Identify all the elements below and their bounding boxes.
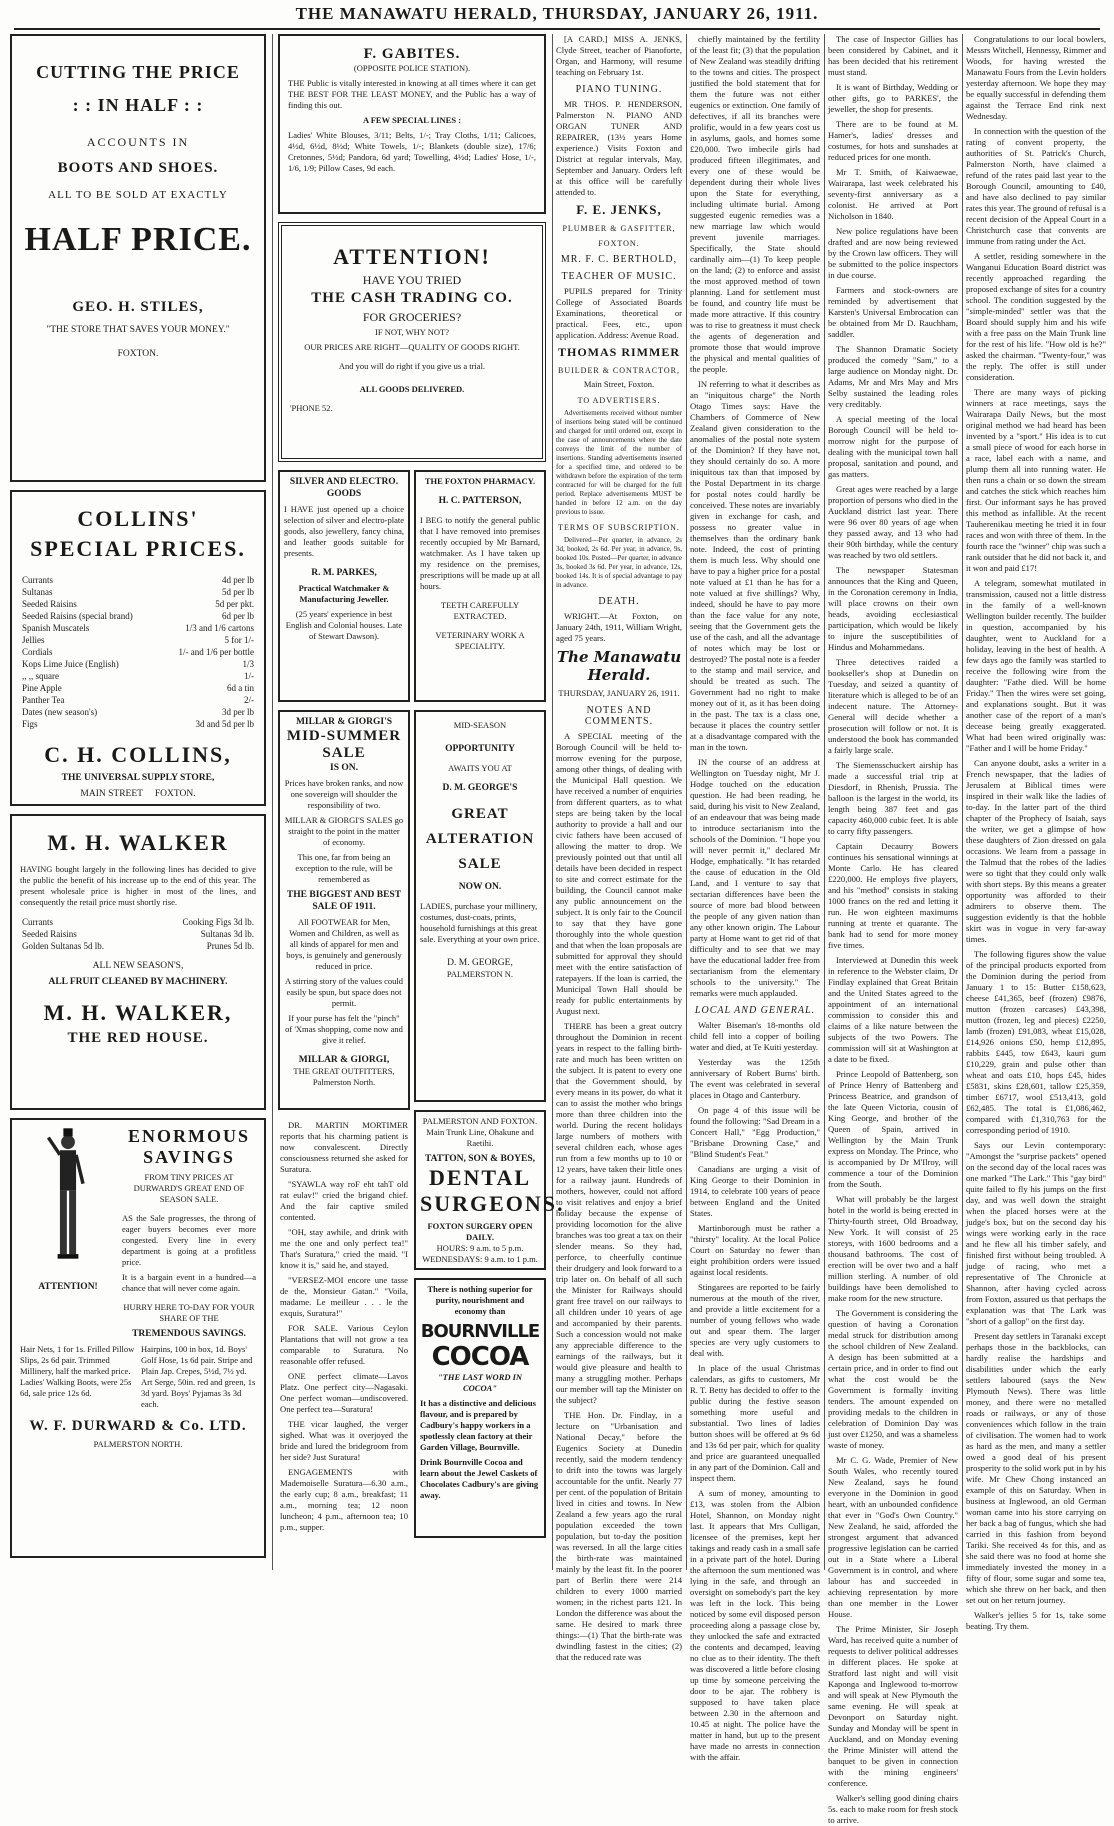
- durward-title-2: SAVINGS: [143, 1147, 235, 1167]
- stiles-advert: [10, 34, 266, 482]
- durward-items-1: Hair Nets, 1 for 1s. Frilled Pillow Slips, 2s 6d pair. Trimmed Millinery, half the marked price. Ladies' Walking Boots, were 25s 6d, sale price 12s 6d.: [20, 1344, 135, 1398]
- gabites-advert: [278, 34, 546, 214]
- col4-p7: Canadians are urging a visit of King George to their Dominion in 1914, to celebrate 100 years of peace between England and the United States.: [690, 1164, 820, 1218]
- col5-p12: The Siemensschuckert airship has made a successful trial trip at Diesdorf, in Rhenish, Prussia. The balloon is the largest in the world, its length being 387 feet and gas capacity 460,000 cubic feet. It is able to carry fifty passengers.: [828, 760, 958, 836]
- item-cell: Seeded Raisins (special brand): [22, 611, 133, 621]
- stiles-line-1: CUTTING THE PRICE: [36, 62, 240, 82]
- col5-p18: Mr C. G. Wade, Premier of New South Wales, who recently toured New Zealand, says he found everyone in the Dominion in good heart, with an unbounded confidence that ever in "God's Own Country." New Zealand, he said, afforded the strongest argument that advanced progressive legislation can be carried out in a State where a Liberal Government is in control, and where labour has and succeeded in achieving representation by more than one member in the Lower House.: [828, 1455, 958, 1619]
- millar-town: Palmerston North.: [312, 1077, 376, 1087]
- collins-price-row: [20, 634, 256, 646]
- george-advert: [414, 710, 546, 1102]
- col6-p3: A settler, residing somewhere in the Wanganui Education Board district was recently approached regarding the proposed exchange of sites for a country school. The condition suggested by the "simple-minded" settler was that the Board should supply him and his wife with a free pass on the Main Trunk line for the rest of his life. "How old is he?" asked the chairman. "Twenty-four," was the reply. The offer is still under consideration.: [966, 251, 1106, 382]
- george-sale: SALE: [458, 856, 502, 872]
- george-mid: MID-SEASON: [453, 720, 507, 730]
- durward-town: PALMERSTON NORTH.: [93, 1439, 183, 1449]
- cash-prices: OUR PRICES ARE RIGHT—QUALITY OF GOODS RIGHT.: [304, 342, 520, 352]
- millar-b3: This one, far from being an exception to the rule, will be remembered as: [295, 852, 393, 884]
- millar-sale: MID-SUMMER SALE: [286, 728, 402, 761]
- collins-price-row: [20, 586, 256, 598]
- price-cell: 5d per lb: [222, 587, 254, 597]
- durward-attention: ATTENTION!: [38, 1282, 98, 1292]
- george-town: PALMERSTON N.: [446, 969, 514, 979]
- subscription-body: Delivered—Per quarter, in advance, 2s 3d, booked, 2s 6d. Per year, in advance, 9s, booked 10s. Posted—Per quarter, in advance 3s, booked 3s 6d. Per year, in advance, 12s, booked 14s. It is of special advantage to pay in advance.: [556, 536, 682, 589]
- tatton-hours: HOURS: 9 a.m. to 5 p.m.: [436, 1243, 524, 1253]
- tatton-wed: WEDNESDAYS: 9 a.m. to 1 p.m.: [422, 1254, 538, 1264]
- col5-p9: Great ages were reached by a large proportion of persons who died in the Auckland district last year. There were 96 over 80 years of age when they passed away, and 13 who had their 90th birthday, while the century was reached by two old settlers.: [828, 484, 958, 560]
- patterson-pharmacy: THE FOXTON PHARMACY.: [424, 476, 536, 486]
- patterson-advert: [414, 470, 546, 702]
- millar-b6: If your purse has felt the "pinch" of 'Xmas shopping, come now and give it relief.: [285, 1013, 403, 1045]
- masthead: THE MANAWATU HERALD, THURSDAY, JANUARY 26, 1911.: [295, 4, 819, 23]
- parkes-body: I HAVE just opened up a choice selection of silver and electro-plate goods, also jewellery, fancy china, and leather goods suitable for presents.: [284, 504, 404, 558]
- price-cell: Prunes 5d lb.: [206, 941, 254, 951]
- stiles-slogan: "THE STORE THAT SAVES YOUR MONEY.": [46, 325, 230, 335]
- col6-p6: Can anyone doubt, asks a writer in a French newspaper, that the ladies of Jerusalem at Biblical times were inspired in their walk like the ladies of to-day. In the latter part of the third chapter of the Prophecy of Isaiah, says the writer, we get a glimpse of how these daughters of Zion dressed on gala occasions. We learn from a passage in the Talmud that the robes of the ladies were so tight that they could only walk with short steps. By this means a greater opportunity was afforded to their admirers to observe them. The suggestion evidently is that the hobble skirt was in vogue in very far-away times.: [966, 758, 1106, 944]
- cash-attention: ATTENTION!: [333, 244, 491, 269]
- item-cell: ,, ,, square: [22, 671, 59, 681]
- col5-p3: There are to be found at M. Hamer's, ladies' dresses and costumes, for hots and sunshades at reduced prices for one month.: [828, 119, 958, 162]
- bournville-drink: Drink Bournville Cocoa and learn about the Jewel Caskets of Chocolates Cadbury's are giving away.: [420, 1457, 539, 1500]
- bournville-cocoa: COCOA: [431, 1342, 529, 1372]
- column-divider: [824, 34, 825, 1570]
- suratura-p8: ENGAGEMENTS with Mademoiselle Suratura—6.30 a.m., the early cup; 8 a.m., breakfast; 11 a.m., morning tea; 12 noon luncheon; 4 p.m., afternoon tea; 10 p.m., supper.: [280, 1467, 408, 1532]
- col5-p10: The newspaper Statesman announces that the King and Queen, in the Coronation ceremony in India, will place crowns on their own heads, avoiding ecclesiastical participation, which would be likely to injure the susceptibilities of Hindus and Mohammedans.: [828, 565, 958, 652]
- stiles-town: FOXTON.: [117, 349, 159, 359]
- collins-price-row: [20, 646, 256, 658]
- col4-p1: chiefly maintained by the fertility of the least fit; (3) that the population of New Zealand was steadily drifting to the towns and cities. The prospect justified the bold statement that for them the future was not either eugenics or extinction. One family of defectives, if all its branches were prolific, would in a few years cost us in asylums, gaols, and homes some £20,000. Two imbecile girls had produced fifteen illegitimates, and every one of these would be dependent during their whole lives upon the State for everything, including ultimate burial. Among suggested eugenic remedies was a new marriage law which would prevent juvenile marriages. Specifically, the State should cardinally aim—(1) To keep people on the land; (2) to enforce and assist the most approved method of town planning. Land for settlement must be found, and country life must be made more attractive. If this country was to rise to greatness it must check the agents of degeneration and promote those that would improve the physical and mental qualities of the people.: [690, 34, 820, 374]
- price-cell: 1/3 and 1/6 cartons: [185, 623, 254, 633]
- item-cell: Dates (new season's): [22, 707, 98, 717]
- col4-p5: Yesterday was the 125th anniversary of Robert Burns' birth. The event was celebrated in several places in Otago and Canterbury.: [690, 1057, 820, 1100]
- rimmer-trade: BUILDER & CONTRACTOR,: [558, 366, 680, 375]
- price-cell: 5d per pkt.: [215, 599, 254, 609]
- item-cell: Sultanas: [22, 587, 53, 597]
- tatton-name: TATTON, SON & BOYES,: [424, 1154, 536, 1164]
- parkes-exp: (25 years' experience in best English and Colonial houses. Late of Stewart Dawson).: [285, 609, 403, 641]
- parkes-advert: [278, 470, 410, 702]
- durward-title-1: ENORMOUS: [127, 1126, 250, 1146]
- collins-price-row: [20, 682, 256, 694]
- gabites-body: THE Public is vitally interested in knowing at all times where it can get THE BEST FOR THE LEAST MONEY, and the Public has a way of finding this out.: [288, 78, 536, 110]
- advertisers-heading: TO ADVERTISERS.: [577, 396, 661, 405]
- price-cell: 1/3: [242, 659, 254, 669]
- walker-price-row: [20, 940, 256, 952]
- berthold-body: PUPILS prepared for Trinity College of Associated Boards Examinations, theoretical or practical. Fees, etc., upon application. Address: Avenue Road.: [556, 286, 682, 340]
- tatton-location: Main Trunk Line, Ohakune and Raetihi.: [426, 1127, 534, 1148]
- col5-p16: What will probably be the largest hotel in the world is being erected in Thirty-fourth street, Old Broadway, New York. It will consist of 25 storeys, with 1600 bedrooms and a thousand bathrooms. The cost of erection will be over two and a half million sterling. A number of old buildings have been demolished to make room for the new structure.: [828, 1194, 958, 1303]
- jenks-card: [A CARD.] MISS A. JENKS, Clyde Street, teacher of Pianoforte, Organ, and Harmony, will resume teaching on February 1st.: [556, 34, 682, 77]
- walker-intro: HAVING bought largely in the following lines has decided to give the public the benefit of his increase up to the end of this year. The present wholesale price is higher in most of the lines, and consequently the retail price must shortly rise.: [20, 864, 256, 907]
- collins-address: [20, 788, 256, 800]
- price-cell: 3d per lb: [222, 707, 254, 717]
- walker-footer: M. H. WALKER,: [43, 1000, 233, 1025]
- col6-p8: Says our Levin contemporary: "Amongst the "surprise packets" opened on the second day of the local races was one marked "The Lark." This "gay bird" quite failed to fly his jumps on the first day, and was well down the straight when the placed horses were at the judge's box, but on the second day his wings were working early in the race and he flew all his timber safely, and finished first without being troubled. A judge of racing, who met a representative of The Chronicle at Shannon, after having cycled across from Foxton, assured us that perhaps the explanation was that The Lark was "short of a gallop" on the first day.: [966, 1140, 1106, 1326]
- column-1: [10, 34, 266, 1570]
- death-heading: DEATH.: [598, 596, 640, 607]
- gabites-location: (OPPOSITE POLICE STATION).: [353, 63, 471, 73]
- price-cell: 2/-: [244, 695, 254, 705]
- item-cell: Kops Lime Juice (English): [22, 659, 119, 669]
- column-6: [966, 34, 1106, 1631]
- collins-town: FOXTON.: [154, 789, 196, 799]
- paper-date: THURSDAY, JANUARY 26, 1911.: [558, 688, 680, 698]
- millar-advert: [278, 710, 410, 1110]
- col5-p8: A special meeting of the local Borough Council will be held to-morrow night for the purpose of dealing with the municipal town hall proposal, sanitation and pound, and gas matters.: [828, 414, 958, 479]
- death-notice: WRIGHT.—At Foxton, on January 24th, 1911, William Wright, aged 75 years.: [556, 611, 682, 643]
- local-general-heading: LOCAL AND GENERAL.: [694, 1005, 816, 1016]
- cash-ifnot: IF NOT, WHY NOT?: [375, 327, 449, 337]
- walker-advert: [10, 814, 266, 1110]
- notes-p3: THE Hon. Dr. Findlay, in a lecture on "Urbanisation and National Decay," before the Eugenics Society at Dunedin recently, said the modern tendency to drift into the towns was largely accountable for the unfit. Nearly 77 per cent. of the population of Britain lived in cities and towns. In New Zealand a few years ago the rural population exceeded the town population, but to-day the position was reversed. In all the large cities the birth-rate was maintained mainly by the least fit. In the poorer part of Berlin there were 214 children to every 1000 married women; in the richest parts 121. In London the difference was about the same. He desired to mark three things:—(1) That the birth-rate was dwindling fastest in the cities; (2) that the reduced rate was: [556, 1410, 682, 1662]
- walker-price-table: [20, 916, 256, 952]
- collins-price-table: [20, 574, 256, 730]
- stiles-line-2: : : IN HALF : :: [72, 95, 204, 115]
- bournville-name: BOURNVILLE: [420, 1321, 540, 1342]
- item-cell: Currants: [22, 575, 53, 585]
- cash-trial: And you will do right if you give us a trial.: [338, 361, 486, 371]
- durward-advert: [10, 1118, 266, 1558]
- george-great: GREAT: [451, 806, 509, 822]
- collins-price-row: [20, 622, 256, 634]
- paper-title: The Manawatu Herald.: [556, 648, 682, 684]
- millar-name: MILLAR & GIORGI'S: [295, 717, 393, 727]
- column-divider: [552, 34, 553, 1570]
- collins-street: MAIN STREET: [80, 789, 143, 799]
- stiles-line-5: ALL TO BE SOLD AT EXACTLY: [48, 189, 228, 201]
- fe-jenks-trade: PLUMBER & GASFITTER,: [562, 224, 676, 233]
- collins-price-row: [20, 574, 256, 586]
- bournville-advert: [414, 1278, 546, 1538]
- cash-name: THE CASH TRADING CO.: [311, 290, 513, 306]
- george-alter: ALTERATION: [425, 831, 535, 847]
- suratura-p2: "SYAWLA way roF eht tahT old rat eulav!" cried the brigand chief. And the fair captive smiled contented.: [280, 1179, 408, 1222]
- cash-phone: 'PHONE 52.: [290, 403, 333, 413]
- collins-name: C. H. COLLINS,: [44, 742, 232, 767]
- column-divider: [686, 34, 687, 1570]
- cash-delivered: ALL GOODS DELIVERED.: [359, 384, 465, 394]
- rimmer-name: THOMAS RIMMER: [558, 345, 680, 359]
- stiles-name: GEO. H. STILES,: [72, 299, 204, 315]
- col5-p20: Walker's selling good dining chairs 5s. each to make room for fresh stock to arrive.: [828, 1793, 958, 1825]
- george-now: NOW ON.: [458, 882, 502, 892]
- walker-price-row: [20, 916, 256, 928]
- col6-p5: A telegram, somewhat mutilated in transmission, caused not a little distress in the family of a well-known Wellington builder recently. The builder in question, accompanied by his daughter, went to Auckland for a holiday, leaving in the best of health. A few days ago the family was startled to receive the following wire from the daughter: "Fathe died. Will be home Friday." Then the wires were set going, and explanations sought. But it was another case of the report of a man's decease being greatly exaggerated. What had been wired originally was: "Father and I will be home Friday.": [966, 578, 1106, 753]
- durward-body-1: AS the Sale progresses, the throng of eager buyers becomes ever more congested. Every line in every department is going at a profitless price.: [122, 1213, 256, 1267]
- george-foot: D. M. GEORGE,: [447, 958, 513, 968]
- col4-p11: A sum of money, amounting to £13, was stolen from the Albion Hotel, Shannon, on Monday night last. It appears that Mrs Culligan, licensee of the premises, kept her takings and ready cash in a small safe in a private part of the hotel. During the afternoon the sum mentioned was lying in the safe, and through an oversight on somebody's part the key was left in the lock. This being noticed by some evil disposed person proceeding along a passage close by, they unlocked the safe and extracted the contents and decamped, leaving no clue as to their identity. The theft was discovered a little before closing up time by someone perceiving the door to be ajar. The robbery is supposed to have taken place between 2.30 in the afternoon and 10.45 at night. The police have the matter in hand, but up to the present have made no arrests in connection with the affair.: [690, 1488, 820, 1762]
- stiles-line-6: HALF PRICE.: [24, 221, 252, 258]
- col6-p1: Congratulations to our local bowlers, Messrs Witchell, Hennessy, Rimmer and Woods, for having wrested the Manawatu Fours from the Levin holders yesterday afternoon. We hope they may be equally successful in defending them against the Terrace End rink next Wednesday.: [966, 34, 1106, 121]
- col4-p10: In place of the usual Christmas calendars, as gifts to customers, Mr R. T. Betty has decided to offer to the public during the festive season something more useful and substantial. Two lines of ladies button shoes will be offered at 9s 6d and 13s 6d per pair, which for quality and price are guaranteed unequalled in any part of the Dominion. Call and inspect them.: [690, 1363, 820, 1483]
- price-cell: 4d per lb: [222, 575, 254, 585]
- bournville-tag: "THE LAST WORD IN COCOA": [437, 1372, 523, 1393]
- col5-p13: Captain Decaurry Bowers continues his sensational winnings at Monte Carlo. He has cleared £220,000. He employs five players, and his "method" consists in staking 1000 francs on the red and letting it run. He won eighteen maximums running at trente et quarante. The bank had to send for more money five times.: [828, 841, 958, 950]
- suratura-p3: "OH, stay awhile, and drink with me the one and only perfect tea!" That's Suratura," cried the maid. "I know it is," said he, and stayed.: [280, 1227, 408, 1270]
- col6-p10: Walker's jellies 5 for 1s, take some beating. Try them.: [966, 1610, 1106, 1631]
- column-5: [828, 34, 958, 1825]
- fe-jenks-town: FOXTON.: [598, 239, 640, 248]
- millar-b5: A stirring story of the values could easily be spun, but space does not permit.: [284, 976, 404, 1008]
- parkes-name: R. M. PARKES,: [311, 568, 377, 578]
- gabites-name: F. GABITES.: [363, 46, 461, 62]
- piano-heading: PIANO TUNING.: [575, 84, 663, 95]
- tatton-surgeons: SURGEONS.: [420, 1191, 565, 1216]
- george-opp: OPPORTUNITY: [445, 744, 515, 754]
- col4-p3: IN the course of an address at Wellington on Tuesday night, Mr J. Hodge touched on the education question. He had been reading, he said, during his visit to New Zealand, of an endeavour that was being made to introduce sectarianism into the schools of the Dominion. "I hope you will never permit it," declared Mr Hodge, emphatically. "It has retarded the cause of education in the Old Land, and I venture to say that sectarian differences have been the source of more bad blood between the people of any given nation than any other known origin. The Labour party at Home want to get rid of that difficulty and to see that we may have the educational ladder free from sectarianism from the elementary schools to the university." The remarks were much applauded.: [690, 757, 820, 998]
- col5-p11: Three detectives raided a bookseller's shop at Dunedin on Tuesday, and seized a quantity of literature which is alleged to be of an indecent nature. The Attorney-General will decide whether a prosecution will follow or not. It is understood the book has commanded a fairly large scale.: [828, 657, 958, 755]
- walker-price-row: [20, 928, 256, 940]
- suratura-p1: DR. MARTIN MORTIMER reports that his charming patient is now convalescent. Directly consciousness returned she asked for Suratura.: [280, 1120, 408, 1174]
- patterson-body: I BEG to notify the general public that I have removed into premises recently occupied by Mr Barnard, watchmaker. As I have taken up my residence on the premises, prescriptions will be made up at all hours.: [420, 515, 540, 591]
- item-cell: Cordials: [22, 647, 53, 657]
- column-3: [556, 34, 682, 1662]
- item-cell: Figs: [22, 719, 38, 729]
- column-divider: [272, 34, 273, 1570]
- collins-price-row: [20, 670, 256, 682]
- henderson-advert: MR THOS. P. HENDERSON, Palmerston N. PIANO AND ORGAN TUNER AND REPAIRER, (13½ years Home experience.) Visits Foxton and District at regular intervals, May, September and January. Orders left at this office will be carefully attended to.: [556, 99, 682, 197]
- price-cell: 1/- and 1/6 per bottle: [178, 647, 254, 657]
- col5-p2: It is want of Birthday, Wedding or other gifts, go to PARKES', the jeweller, the shop for presents.: [828, 82, 958, 114]
- cash-groceries: FOR GROCERIES?: [362, 310, 462, 324]
- rimmer-address: Main Street, Foxton.: [583, 379, 655, 389]
- stiles-line-3: ACCOUNTS IN: [86, 135, 190, 149]
- price-cell: 6d per lb: [222, 611, 254, 621]
- suratura-column: [278, 1118, 410, 1539]
- collins-price-row: [20, 706, 256, 718]
- col5-p7: The Shannon Dramatic Society produced the comedy "Sam," to a large audience on Monday night. Dr. Adams, Mr and Mrs May and Mrs Selby sustained the leading roles very creditably.: [828, 344, 958, 409]
- item-cell: Spanish Muscatels: [22, 623, 90, 633]
- price-cell: 3d and 5d per lb: [195, 719, 254, 729]
- item-cell: Jellies: [22, 635, 45, 645]
- soldier-icon: [20, 1126, 116, 1276]
- gabites-few: A FEW SPECIAL LINES :: [362, 115, 462, 125]
- george-name: D. M. GEORGE'S: [442, 783, 518, 793]
- berthold-name: MR. F. C. BERTHOLD,: [560, 254, 678, 265]
- suratura-p7: THE vicar laughed, the verger sighed. What was it overjoyed the bride and lured the bridegroom from her side? Just Suratura!: [280, 1419, 408, 1462]
- walker-title: M. H. WALKER: [47, 830, 229, 855]
- col4-p2: IN referring to what it describes as an "iniquitous charge" the North Otago Times says: Have the Chambers of Commerce of New Zealand given consideration to the anomalies of the postal note system of the Dominion? If they have not, they should certainly do so. A more iniquitous tax than that imposed by the Postal Department in its charge for postal notes could hardly be conceived. These notes are invariably given in exchange for cash, and possess no greater value in themselves than the ordinary bank note. Indeed, the cost of printing them is much less. Why should one have to pay a higher price for a postal note valued at £1 than he has for a note valued at five shillings? Why, indeed, should he have to pay more than the face value for any note, seeing that the Government gets the use of the cash, and all the advantage of notes which may be lost or destroyed? The postal note is a feeder to the stamp and mail service, and should be treated as such. The Government had no right to make money out of it, as it has been doing in the past. The tax is a class one, because it places the country settler at a disadvantage compared with the man in the town.: [690, 379, 820, 752]
- col4-p4: Walter Biseman's 18-months old child fell into a copper of boiling water and died, at Te Kuiti yesterday.: [690, 1020, 820, 1052]
- subscription-heading: TERMS OF SUBSCRIPTION.: [558, 523, 680, 532]
- item-cell: Seeded Raisins: [22, 929, 77, 939]
- item-cell: Golden Sultanas 5d lb.: [22, 941, 104, 951]
- tatton-advert: [414, 1110, 565, 1270]
- price-cell: Sultanas 3d lb.: [200, 929, 254, 939]
- notes-p2: THERE has been a great outcry throughout the Dominion in recent years in respect to the falling birth-rate and much has been written on the subject. It is patent to every one that the Government should, by every means in its power, do what it can to assist the mother who brings more than three children into the world. During the recent holidays large numbers of mothers with several children each, whose ages run from a few months up to 10 or 12 years, have taken their little ones for a railway jaunt. Hundreds of mothers, however, could not afford to visit relatives and enjoy a brief holiday because the expense of providing locomotion for the alive branches was too great a tax on their slender means. So they had, perforce, to cheerfully continue their drudgery and look forward to a trip later on. On behalf of all such the Minister for Railways should grant free travel on our railways to all children under 10 years of age and accompanied by their parents. Such a concession would not make any appreciable difference to the earnings of the railways, but it would give pleasure and health to many a struggling mother. Perhaps our member will tap the Minister on the subject?: [556, 1021, 682, 1405]
- item-cell: Panther Tea: [22, 695, 65, 705]
- col5-p17: The Government is considering the question of having a Coronation medal struck for distribution among the school children of New Zealand. A design has been submitted at a certain price, and in order to find out what the cost would be the Government is formally inviting tenders. The amount expended on providing medals to the children in celebration of Dominion Day was just over £1250, and was a shameless waste of money.: [828, 1308, 958, 1450]
- suratura-p6: ONE perfect climate—Lavos Platz. One perfect city—Nagasaki. One perfect woman—undiscovered. One perfect tea—Suratura!: [280, 1371, 408, 1414]
- col4-p8: Martinborough must be rather a "thirsty" locality. At the local Police Court on Saturday no fewer than eight prohibition orders were issued against local residents.: [690, 1223, 820, 1277]
- cash-trading-advert: [278, 222, 546, 462]
- collins-price-row: [20, 598, 256, 610]
- col5-p5: New police regulations have been drafted and are now being reviewed by the Crown law officers. They will be submitted to the police inspectors in due course.: [828, 226, 958, 280]
- collins-price-row: [20, 658, 256, 670]
- millar-foot: MILLAR & GIORGI,: [298, 1055, 390, 1065]
- walker-cleaned: ALL FRUIT CLEANED BY MACHINERY.: [48, 977, 228, 987]
- col4-p9: Stingarees are reported to be fairly numerous at the mouth of the river, and provide a little excitement for a number of young fellows who wade out and spear them. The larger species are very ugly customers to deal with.: [690, 1282, 820, 1358]
- patterson-vet: VETERINARY WORK A SPECIALITY.: [435, 630, 525, 651]
- item-cell: Pine Apple: [22, 683, 62, 693]
- col4-p6: On page 4 of this issue will be found the following: "Sad Dream in a Concert Hall," "Egg Production," "Brisbane Drowning Case," and "Blind Student's Feat.": [690, 1105, 820, 1159]
- george-awaits: AWAITS YOU AT: [448, 763, 512, 773]
- masthead-rule: [14, 28, 1100, 30]
- col5-p15: Prince Leopold of Battenberg, son of Prince Henry of Battenberg and Princess Beatrice, and grandson of the late Queen Victoria, cousin of King George, and brother of the Queen of Spain, arrived in Wellington by the Main Trunk express on Monday. The Prince, who is accompanied by Dr M'Ilroy, will commence a tour of the Dominion from the South.: [828, 1069, 958, 1189]
- durward-tremendous: TREMENDOUS SAVINGS.: [132, 1329, 246, 1339]
- item-cell: Seeded Raisins: [22, 599, 77, 609]
- gabites-lines: Ladies' White Blouses, 3/11; Belts, 1/-; Tray Cloths, 1/11; Calicoes, 4½d, 6½d, 8½d; White Towels, 1/-; Blankets (double size), 17/6; Cretonnes, 5½d; Pandora, 6d yard; Towelling, 4½d; Ladies' Hose, 1/-, 1/6, 1/9; Pillow Cases, 9d each.: [288, 130, 536, 173]
- millar-b4: All FOOTWEAR for Men, Women and Children, as well as all kinds of apparel for men and boys, is genuinely and generously reduced in price.: [286, 917, 402, 971]
- stiles-line-4: BOOTS AND SHOES.: [57, 160, 219, 176]
- collins-price-row: [20, 718, 256, 730]
- col6-p9: Present day settlers in Taranaki except perhaps those in the backblocks, can hardly realise the hardships and disabilities under which the early settlers laboured (says the New Plymouth News). There was little money, and there were no metalled roads or railways, or any of those conveniences which follow in the train of civilisation. The women had to work as hard as the men, and many a settler owed a good deal of his present prosperity to the solid work put in by his wife. Mr Chew Chong instanced an example of this on Saturday. When in business at Inglewood, an old German woman came into his store carrying on her back a bag of fungus, which she had carried in this fashion from beyond Tariki. She received 4s for this, and as she said there was no food at home she immediately invested the money in a fifty of flour, some sugar and some tea, which she threw on her back, and then set out on her return journey.: [966, 1331, 1106, 1605]
- col6-p2: In connection with the question of the rating of convent property, the authorities of St. Patrick's Church, Palmerston North, have claimed a refund of the rates paid last year to the Borough Council, amounting to £40, and have also declined to pay similar rates this year. The ground of refusal is a recent decision of the Appeal Court in a Christchurch case that convents are immune from rating under the Act.: [966, 126, 1106, 246]
- price-cell: Cooking Figs 3d lb.: [182, 917, 254, 927]
- fe-jenks-name: F. E. JENKS,: [576, 202, 662, 217]
- walker-house: THE RED HOUSE.: [67, 1030, 209, 1046]
- col6-p7: The following figures show the value of the principal products exported from the Dominion during the period from January 1 to 15: Butter £158,623, cheese £41,365, beef (frozen) £9876, mutton (frozen carcases) £43,398, mutton (frozen, leg and pieces) £2250, lamb (frozen) £91,083, wheat £15,028, £14,926 onions £50, hemp £12,895, rabbits £445, tow £643, kauri gum £10,229, grain and pulse other than wheat and oats £10, hops £45, hides £5831, skins £28,601, tallow £25,359, timber £6717, wool £513,413, gold £62,485. The total is £1,086,462, compared with £1,310,763 for the corresponding period of 1910.: [966, 949, 1106, 1135]
- notes-heading: NOTES AND COMMENTS.: [584, 705, 654, 727]
- column-2: [278, 34, 565, 1570]
- price-cell: 1/-: [244, 671, 254, 681]
- price-cell: 6d a tin: [227, 683, 254, 693]
- durward-name: W. F. DURWARD & Co. LTD.: [29, 1418, 247, 1434]
- notes-p1: A SPECIAL meeting of the Borough Council will be held to-morrow evening for the purpose, among other things, of dealing with the Municipal Hall question. We have received a number of enquiries from different quarters, as to what steps are being taken by the local authority to provide a hall and our civic fathers have been accused of allowing the matter to drop. We previously pointed out that until all details have been decided in respect to site and correct estimate for the building, the Council cannot make any public announcement on the subject. It is only fair to the Council to say that they have gone thoroughly into the whole question and that when the loan proposals are submitted for approval they should meet with the entire satisfaction of ratepayers. If the loan is carried, the Municipal Town Hall should be ready for public entertainments by August next.: [556, 731, 682, 1016]
- walker-season: ALL NEW SEASON'S,: [92, 961, 184, 971]
- column-4: [690, 34, 820, 1762]
- soldier-illustration: [20, 1126, 116, 1340]
- collins-title-2: SPECIAL PRICES.: [30, 536, 246, 561]
- millar-outfit: THE GREAT OUTFITTERS,: [293, 1066, 395, 1076]
- item-cell: Currants: [22, 917, 53, 927]
- george-body: LADIES, purchase your millinery, costumes, dust-coats, prints, household furnishings at this great sale. Everything at your own price.: [420, 901, 540, 944]
- tatton-dental: DENTAL: [428, 1165, 532, 1190]
- tatton-head: PALMERSTON AND FOXTON.: [422, 1116, 538, 1126]
- durward-items-2: Hairpins, 100 in box, 1d. Boys' Golf Hose, 1s 6d pair. Stripe and Plain Jap. Crepes, 5½d, 7½ yd. Art Serge, 50in. red and green, 1s 3d yard. Boys' Pyjamas 3s 3d each.: [141, 1344, 256, 1409]
- parkes-head: SILVER AND ELECTRO. GOODS: [289, 477, 399, 499]
- millar-b1: Prices have broken ranks, and now one sovereign will shoulder the responsibility of two.: [284, 778, 404, 810]
- column-divider: [962, 34, 963, 1570]
- durward-body-2: It is a bargain event in a hundred—a chance that will never come again.: [122, 1272, 256, 1293]
- millar-biggest: THE BIGGEST AND BEST SALE OF 1911.: [286, 890, 402, 912]
- millar-b2: MILLAR & GIORGI'S SALES go straight to the point in the matter of economy.: [284, 815, 404, 847]
- col5-p14: Interviewed at Dunedin this week in reference to the Webster claim, Dr Findlay explained that Great Britain and the United States agreed to the appointment of an international commission to consider this and claims of a like nature between the subjects of the two Powers. The commission will sit at Washington at a date to be fixed.: [828, 955, 958, 1064]
- suratura-p5: FOR SALE. Various Ceylon Plantations that will not grow a tea comparable to Suratura. No reasonable offer refused.: [280, 1323, 408, 1366]
- col5-p6: Farmers and stock-owners are reminded by advertisement that Karsten's Universal Embrocation can be obtained from Mr D. Rauchham, saddler.: [828, 285, 958, 339]
- berthold-title: TEACHER OF MUSIC.: [561, 271, 677, 282]
- millar-on: IS ON.: [330, 763, 358, 773]
- advertisers-body: Advertisements received without number of insertions being stated will be continued and charged for until ordered out, except in the case of announcements where the date conveys the limit of the number of insertions. Standing advertisements inserted for a specified time, and ordered to be withdrawn before the expiration of the term contracted for will be charged for the full period. Replace advertisements MUST be handed in before 12 a.m. on the day previous to issue.: [556, 409, 682, 516]
- col6-p4: There are many ways of picking winners at race meetings, says the Wairarapa Daily News, but the most original method we had heard has been invented by a "sport." His idea is to cut a small piece of wood for each horse in a race, label each with a name, and plump them all into running water. He then runs a chain or so down the stream and catches the stick which reaches him first. Our informant says he has proved this method as infallible. At the recent Tauherenikau meeting he tried it in four races and won with three of them. In the fourth race the "winner" chip was such a rank outsider that he did not back it, and it won and paid £17!: [966, 387, 1106, 573]
- col5-p1: The case of Inspector Gillies has been considered by Cabinet, and it has been decided that his retirement must stand.: [828, 34, 958, 77]
- tatton-foxton: FOXTON SURGERY OPEN DAILY.: [427, 1221, 533, 1242]
- suratura-p4: "VERSEZ-MOI encore une tasse de the, Monsieur Gatan." "Voila, madame. Le meilleur . . . le the exquis, Suratura!": [280, 1275, 408, 1318]
- patterson-teeth: TEETH CAREFULLY EXTRACTED.: [440, 600, 520, 621]
- collins-price-row: [20, 694, 256, 706]
- collins-title-1: COLLINS': [77, 506, 199, 531]
- parkes-trade: Practical Watchmaker & Manufacturing Jeweller.: [298, 583, 390, 604]
- patterson-name: H. C. PATTERSON,: [438, 496, 522, 506]
- col5-p19: The Prime Minister, Sir Joseph Ward, has received quite a number of requests to deliver political addresses in different places. He spoke at Stratford last night and will visit Kaponga and Inglewood to-morrow and will speak at New Plymouth the same evening. He will speak at Devonport on Saturday night. Sunday and Monday will be spent in Auckland, and on Monday evening the Prime Minister will attend the banquet to be given in connection with the mining engineers' conference.: [828, 1624, 958, 1788]
- price-cell: 5 for 1/-: [224, 635, 254, 645]
- cash-tried: HAVE YOU TRIED: [362, 273, 462, 287]
- col5-p4: Mr T. Smith, of Kaiwaewae, Wairarapa, last week celebrated his seventy-first anniversary as a colonist. He arrived at Port Nicholson in 1840.: [828, 167, 958, 221]
- bournville-top: There is nothing superior for purity, nourishment and economy than: [427, 1284, 533, 1316]
- collins-store: THE UNIVERSAL SUPPLY STORE,: [61, 773, 215, 783]
- collins-price-row: [20, 610, 256, 622]
- durward-sub: FROM TINY PRICES AT DURWARD'S GREAT END OF SEASON SALE.: [133, 1172, 245, 1204]
- collins-advert: [10, 490, 266, 806]
- bournville-body: It has a distinctive and delicious flavour, and is prepared by Cadbury's happy workers in a spotlessly clean factory at their Garden Village, Bournville.: [420, 1398, 536, 1452]
- durward-hurry: HURRY HERE TO-DAY FOR YOUR SHARE OF THE: [123, 1302, 255, 1323]
